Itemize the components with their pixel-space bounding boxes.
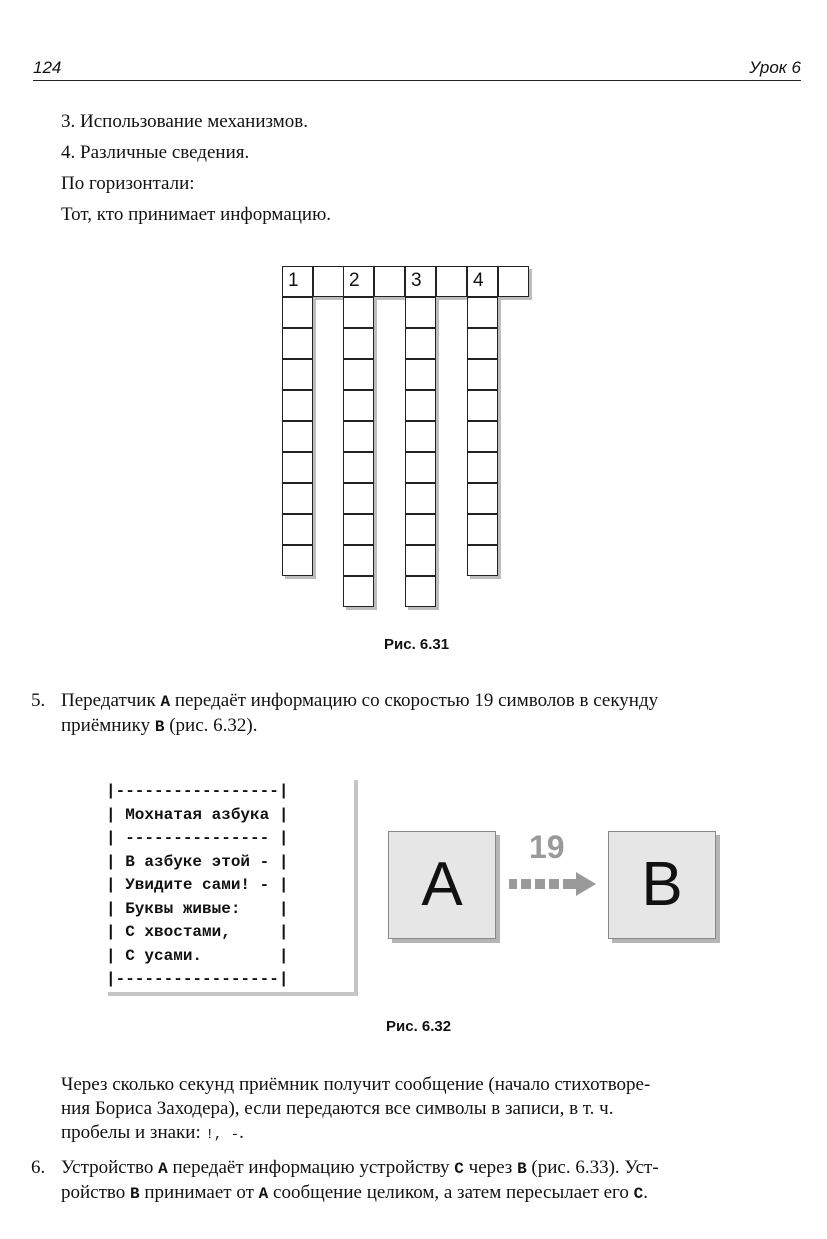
clue-number: 3 (411, 270, 422, 291)
crossword-cell (405, 390, 436, 421)
crossword-cell (467, 266, 498, 297)
clue-number: 2 (349, 270, 360, 291)
horizontal-clue: Тот, кто принимает информацию. (61, 204, 332, 225)
crossword-cell (467, 328, 498, 359)
crossword-cell (467, 390, 498, 421)
crossword-cell (467, 452, 498, 483)
poem-line: | В азбуке этой - | (106, 852, 289, 871)
crossword-cell (405, 576, 436, 607)
crossword-cell (282, 297, 313, 328)
speed-label: 19 (529, 829, 565, 865)
crossword-cell (343, 390, 374, 421)
poem-line: | С хвостами, | (106, 923, 289, 941)
poem-line: |-----------------| (106, 782, 289, 800)
crossword-cell (405, 452, 436, 483)
crossword-cell (282, 483, 313, 514)
crossword-cell (282, 421, 313, 452)
clue-number: 1 (288, 270, 299, 291)
page-number: 124 (33, 58, 62, 77)
poem-box (104, 776, 354, 992)
poem-line: | Увидите сами! - | (106, 876, 289, 894)
poem-line: | --------------- | (106, 829, 289, 847)
crossword-cell (343, 359, 374, 390)
crossword-cell (436, 266, 467, 297)
crossword-cell (282, 514, 313, 545)
task-text: Передатчик A передаёт информацию со скоростью 19 символов в секунду приёмнику B (рис. 6.32). (61, 690, 659, 736)
crossword-cell (467, 514, 498, 545)
task-number: 6. (31, 1157, 46, 1178)
crossword-cell (467, 297, 498, 328)
crossword-cell (467, 359, 498, 390)
crossword-cell (282, 390, 313, 421)
crossword-cell (343, 483, 374, 514)
code-letter: C (454, 1160, 464, 1178)
crossword-cell (467, 545, 498, 576)
code-letter: A (160, 693, 171, 711)
crossword-cell (343, 545, 374, 576)
question-text: Через сколько секунд приёмник получит сообщение (начало стихотворе- ния Бориса Заходера), если передаются все символы в записи, в т. ч. пробелы и знаки: !, -. (61, 1074, 651, 1143)
sender-device: A (388, 831, 496, 939)
crossword-cell (405, 328, 436, 359)
poem-line: |-----------------| (106, 970, 289, 988)
chapter-title: Урок 6 (749, 58, 801, 77)
crossword-cell (282, 266, 313, 297)
crossword-cell (498, 266, 529, 297)
crossword-cell (343, 452, 374, 483)
code-letter: B (130, 1185, 140, 1203)
crossword-cell (282, 545, 313, 576)
crossword-cell (405, 545, 436, 576)
clue-number: 4 (473, 270, 484, 291)
crossword-cell (343, 421, 374, 452)
crossword-cell (374, 266, 405, 297)
code-letter: A (158, 1160, 168, 1178)
code-letter: B (154, 718, 165, 736)
figure-caption: Рис. 6.32 (386, 1018, 452, 1035)
poem-line: | С усами. | (106, 946, 289, 965)
crossword-cell (405, 266, 436, 297)
code-letter: A (258, 1185, 269, 1203)
code-letter: C (633, 1185, 644, 1203)
crossword-cell (405, 297, 436, 328)
crossword-cell (467, 421, 498, 452)
figure-caption: Рис. 6.31 (384, 636, 450, 653)
crossword-cell (343, 266, 374, 297)
crossword-cell (343, 328, 374, 359)
crossword-cell (282, 452, 313, 483)
crossword-cell (313, 266, 344, 297)
crossword-cell (405, 359, 436, 390)
arrow-head-icon (576, 872, 596, 896)
receiver-device: B (608, 831, 716, 939)
list-item: 4. Различные сведения. (61, 142, 250, 163)
horizontal-heading: По горизонтали: (61, 173, 195, 194)
task-number: 5. (31, 690, 46, 711)
task-text: Устройство A передаёт информацию устройству C через B (рис. 6.33). Уст- ройство B принимает от A сообщение целиком, а затем пересылает его C. (61, 1157, 659, 1203)
poem-line: | Мохнатая азбука | (106, 805, 289, 824)
crossword-cell (405, 421, 436, 452)
crossword-cell (343, 514, 374, 545)
crossword-cell (405, 483, 436, 514)
crossword-cell (282, 328, 313, 359)
list-item: 3. Использование механизмов. (61, 111, 308, 132)
crossword-cell (343, 576, 374, 607)
code-letter: B (517, 1160, 527, 1178)
code-symbols: !, - (205, 1127, 240, 1143)
poem-line: | Буквы живые: | (106, 899, 289, 918)
crossword-cell (405, 514, 436, 545)
crossword-cell (282, 359, 313, 390)
crossword-cell (467, 483, 498, 514)
crossword-cell (343, 297, 374, 328)
